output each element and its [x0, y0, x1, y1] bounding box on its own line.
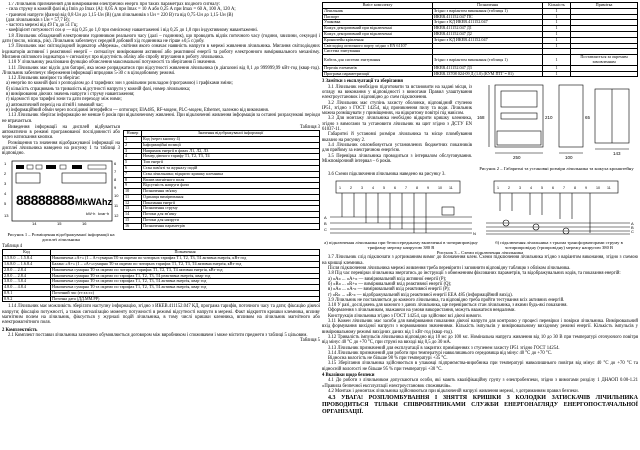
paragraph: 3.11 Кожен лічильник має засоби для вимірювання показання діючої напруги для контролю у процесі перевірки і повірки лічильника. Вимірювальний вхід формування вихідної напруги з нормованими значеннями. Кількість імпульсів у вимірювальному вихідному режимі енергії. Кількість імпульсів у вимірювальному режимі вихідних даних від 1 кВт·год (квар·год). — [322, 319, 638, 335]
table-cell: Згідно з варіантом виконання (таблиця 1) — [433, 55, 543, 66]
table-cell: Лічильник — [323, 8, 433, 14]
paragraph: 3.13 Лічильник призначений для експлуатації в закритих приміщеннях з ступенем захисту IP51 згідно ГОСТ 14254. — [328, 345, 560, 351]
table-header: Вміст комплекту — [323, 3, 433, 9]
terminal-number: 5 — [541, 185, 543, 190]
table-cell: ИКЕВ.411152.047 Д3 — [433, 65, 543, 71]
table-cell: ИКЕВ.411152.047 ПС — [433, 14, 543, 20]
paragraph: 2.1 Комплект поставки лічильника зазначено обумовлюється договором між виробником і споживачем і може містити предмети з таблиці 5 цільовим. — [8, 332, 308, 338]
paragraph: 3.8 Під час перевірки лічильника звертатись до інструкції з обмеженням фіксованих параметрів, та відображувальних кодів, та показання енергій: — [328, 271, 621, 277]
lcd-indicators — [16, 165, 106, 183]
paragraph: 3.9 Лічильник не поставляється до кожного лічильника, та відповідно треба пройти тестування всіх активних енергій. — [328, 297, 565, 303]
terminal-number: 7 — [563, 185, 565, 190]
table-cell: Згідно з варіантом виконання (таблиця 1) — [433, 8, 543, 14]
paragraph: - коефіцієнт потужності cos φ — від 0,25 до 1,0 при ємнісному навантаженні і від 0,25 до 1,0 при індуктивному навантаженні. — [6, 28, 258, 34]
dimension-label: 210 — [545, 115, 553, 121]
section3-continued — [322, 255, 638, 372]
table-cell: Вплив магнітного поля — [142, 177, 320, 183]
paragraph: 3.12 Тривалість імпульсів лічильника відповідно від 10 мс до 100 мс. Номінальна напруга живлення від 10 до 30 В при температурі оточуючого повітря від мінус 40 °С до +70 °С, при струмі на виході від 0,5 до 30 мА. — [322, 334, 638, 346]
right-column — [322, 2, 638, 448]
terminal-number: 8 — [416, 185, 418, 190]
callout-number: 4 — [4, 190, 7, 196]
left-column — [2, 2, 320, 448]
terminal-number: 4 — [530, 185, 532, 190]
paragraph: 1.7 Лічильник призначений для вимірювання електричної енергії при таких параметрах вхідного сигналу: — [8, 2, 221, 7]
table-cell: 6 — [124, 165, 142, 171]
callout-number: 6 — [114, 160, 117, 166]
table-cell: 9 — [124, 183, 142, 189]
callout-number: 11 — [114, 202, 119, 208]
table-cell: 1 — [543, 20, 571, 26]
dimension-label: 250 — [513, 155, 521, 161]
callout-number: 10 — [114, 192, 119, 198]
table-cell: Кабель для системи зчитування — [323, 55, 433, 66]
paragraph: д) автоматичний перехід на літній і зимовий час; — [6, 102, 104, 108]
lcd-display-figure — [2, 157, 120, 227]
terminal-number: 1 — [339, 185, 341, 190]
table-header: Номер — [124, 131, 142, 137]
figure1-caption: Рисунок 1 – Розміщення відображуваної інформації на дисплеї лічильника — [7, 231, 115, 242]
paragraph: Розміщення та значення відображуваної інформації на дисплеї лічильника наведено на рисунку 1 та таблиці 3 відповідно. — [2, 140, 120, 157]
table4-block — [2, 244, 320, 302]
paragraph: - граничні напруги (фазна) від 0,8·Uн до 1,15·Uн (В) (для лічильників з Uн = 220 В) та від 0,75·Uн до 1,15·Uн (В) — [6, 12, 234, 18]
table-cell: Поточний час (гг:хх:сс) — [51, 290, 320, 296]
paragraph: е) інформаційний обмін через послідовні інтерфейси — оптопорт, EIA485, RF-модем, PLC-модем, Ethernet, залежно від виконання. — [6, 107, 269, 113]
dimension-label: 168 — [477, 115, 485, 121]
paragraph: 3.6 Схеми підключення лічильника наведено на рисунку 3. — [328, 171, 446, 177]
warning-text: 4.3 УВАГА! РОЗПЛОМБУВАННЯ І ЗНЯТТЯ КРИШКИ З КОЛОДКИ ЗАТИСКАЧІВ ЛІЧИЛЬНИКА ПРОВОДИТЬСЯ ТІЛЬКИ СПІВРОБІТНИКАМИ СЛУЖБИ ЕНЕРГОНАГЛЯДУ ЕНЕРГОПОСТАЧАЛЬНОЇ ОРГАНІЗАЦІЇ. — [322, 395, 638, 416]
table-cell: 8 — [124, 177, 142, 183]
paragraph: 4.1 До роботи з лічильником допускаються особи, які мають кваліфікаційну групу з електробезпеки, згідно з вимогами розділу 1 ДНАОП 0.00-1.21 «Правила безпечної експлуатації електроустановок споживачів». — [322, 378, 638, 389]
figure1-left-text — [2, 125, 120, 242]
wiring-diagram-direct — [322, 177, 480, 235]
phase-label: B — [324, 220, 327, 226]
table-caption: Таблиця 5 — [299, 338, 320, 344]
paragraph: а) енергію по кожній фазі з розподілом до 4 тарифних зон з довільним розкладом (програмою) і графіками зміни; — [6, 81, 233, 87]
phase-label: C — [324, 226, 327, 232]
table-cell: 10 — [124, 189, 142, 195]
table-cell: 3 — [124, 148, 142, 154]
table-cell: 4.8.0 ... 4.8.4 — [3, 285, 51, 291]
table-header: Примітка — [571, 3, 638, 9]
paragraph: б) кількість спрацювань та тривалість відсутності напруги у кожній фазі, номер лічильника; — [6, 86, 191, 92]
paragraph: в) вимірювання діючих значень напруги і струму навантаження; — [6, 92, 135, 98]
paragraph: - сила струму в кожній фазі від Imin до Imax (А): 0,05 А при Imax = 10 А або 0,25 А при Imax = 60 А, 100 А, 120 А; — [6, 7, 236, 13]
phase-labels — [324, 215, 476, 235]
paragraph: (для лічильників з Uн = 57,7 В); — [6, 17, 70, 23]
terminal-number: 4 — [372, 185, 374, 190]
table-cell: 1 — [124, 136, 142, 142]
table-cell: Позначення зв'язку — [142, 189, 320, 195]
paragraph: 1.14 Лічильник має можливість зберігати наступну інформацію, згідно з ИКЕВ.411152.047 КД, програма тарифів, поточного часу та дати; фіксацію діючої напруги; фіксацію потужності, а також сигналізацію моменту потужності в режимі відсутності напруги в мережі. Факт відкриття кришки клемника, впливу магнітним полем на лічильник, фіксується у журналі подій лічильника, в тому числі кришки клемника, впливом на лічильник магнітного або електромагнітного поля. — [2, 304, 320, 326]
table-cell: 5 — [124, 160, 142, 166]
paragraph: а) «A» ... «A+» — вимірювальний вхід активної енергії (Р); — [328, 276, 447, 282]
table-cell: 1 — [543, 8, 571, 14]
table-header: Позначення — [51, 250, 320, 256]
terminal-number: 9 — [585, 185, 587, 190]
table-cell: Номер діючого тарифу Т1, Т2, Т3, Т4 — [142, 154, 320, 160]
table-cell — [571, 71, 638, 77]
phase-label: N — [473, 230, 476, 235]
table-cell: Накопичена сумарна Т0 та окремо по тарифах Т1, Т2, Т3, Т4 активна енергія, квар·год — [51, 279, 320, 285]
figure1-block — [2, 125, 320, 242]
lcd-unit-label: kvar·h — [98, 210, 110, 216]
table-cell: Накопичена «А+» (1 – А+сумарна Т0 та окремо по чотирьох тарифах Т1, Т2, Т3, Т4 активна енергія, кВт·год — [51, 256, 320, 262]
lcd-digits: 88888888 — [16, 191, 75, 208]
section-title: 4 Вказівки щодо безпеки — [322, 373, 375, 378]
paragraph: Виведення інформації на дисплей відбувається автоматично в режимі програмованої послідовності або через натискання кнопки. — [2, 124, 120, 141]
table-cell: 0.9.2 — [3, 296, 51, 302]
lcd-frame — [12, 161, 112, 221]
table-cell: Потоки для напруги — [142, 218, 320, 224]
table-cell: 2.8.0 ... 2.8.4 — [3, 267, 51, 273]
table-cell: 12 — [124, 200, 142, 206]
table3-body — [124, 136, 320, 229]
paragraph: 3.3 Для монтажу лічильника необхідно відкрити кришку клемника, згідно з вимогами та установити лічильник на щит згідно з ДСТУ EN 61037-11. — [322, 116, 472, 133]
table-cell: 14 — [124, 212, 142, 218]
table-cell: Програма параметризації — [323, 71, 433, 77]
table-cell: 2.8.0 ... 2.8.4 — [3, 273, 51, 279]
terminal-number: 8 — [574, 185, 576, 190]
wiring-diagram-transformers — [480, 177, 638, 235]
callout-number: 16 — [82, 220, 87, 226]
table-cell: Накопичена сумарна Т0 та окремо по чотирьох тарифах Т1, Т2, Т3, Т4 активна енергія, кВт·год — [51, 267, 320, 273]
paragraph: 1.12 Лічильник вимірює та зберігає: — [8, 76, 81, 82]
callout-number: 12 — [114, 212, 119, 218]
table-cell: 1 — [543, 37, 571, 43]
table-cell: 13 — [124, 206, 142, 212]
paragraph: 3.1 Лічильник необхідно підготовити та встановити на задані місця, із огляду на виконання у відповідності з вимогами Правил улаштування електроустановок і відповідно до схем підключення. — [322, 84, 472, 101]
figure3a-caption: а) підключення лічильника при безпосередньому включенні в чотирипровідну трифазну мережу напругою 380 В — [324, 239, 478, 251]
terminal-number: 3 — [519, 185, 521, 190]
intro-text — [2, 2, 320, 124]
callout-number: 1 — [4, 160, 7, 166]
paragraph: 3.7 Лічильник слід підключати з дотриманням вимог до позначення клем. Схеми підключення лічильника згідно з варіантом виконання, згідно з схемою на кришці клемника. — [322, 255, 638, 266]
paragraph: Конструкція лічильника згідно з ГОСТ 14254, що здійснює всі діючі вимоги. — [328, 313, 482, 319]
paragraph: - частота мережі від 49 Гц до 51 Гц; — [6, 23, 78, 29]
callout-number: 8 — [114, 176, 117, 182]
figure2-caption: Рисунок 2 – Габаритні та установні розміри лічильника та кожуха кронштейну — [479, 166, 634, 172]
terminal-number: 11 — [449, 185, 453, 190]
table-cell: Інформаційні позиції — [142, 142, 320, 148]
paragraph: г) відомості про тарифні зони та дати переходу між ними; — [6, 97, 122, 103]
paragraph: 1.13 Лічильник зберігає інформацію не менше 6 років при відключеному живленні. При відключенні живлення інформація за останні розрахункові періоди не втрачається. — [2, 113, 320, 124]
table-cell: 7 — [124, 171, 142, 177]
callout-number: 13 — [4, 212, 9, 218]
paragraph: 3.5 Перевірка лічильника проводиться з інтервалом обслуговування. Міжповірочний інтервал – 6 років. — [322, 153, 472, 164]
table-cell: Згідно з КД ИКЕВ.411152.047 — [433, 20, 543, 26]
table-cell: 1.6.8.0 ... 1.6.8.4 — [3, 261, 51, 267]
table-cell: Накопичена сумарна Т0 та окремо по тарифах Т1, Т2, Т3, Т4 реактивна енергія, квар·год — [51, 273, 320, 279]
table-cell: 0.9.1 — [3, 290, 51, 296]
table-cell: Відсутність напруги фази — [142, 183, 320, 189]
table4-body — [3, 256, 320, 302]
table-cell: 1 — [543, 31, 571, 37]
phase-labels — [631, 221, 634, 234]
table-cell: Поставляється за окремим замовленням — [571, 55, 638, 66]
table-cell: Позначення параметрів — [142, 223, 320, 229]
figure2-block — [472, 79, 638, 171]
figure3b — [480, 177, 638, 250]
paragraph: 1.11 Лічильник має відсік для батареї, яка може розряджатися при відсутності живлення лічильника (в діапазоні від 0,1 до 999999,99 кВт·год (квар·год). Лічильник забезпечує збереження інформації впродовж 5-30 с в цілодобовому режимі. — [2, 65, 320, 76]
dimension-label: 143 — [613, 151, 621, 157]
phase-label: A — [324, 214, 327, 220]
section3-text — [322, 79, 472, 171]
paragraph: Відносна вологість не більше 98 % при температурі +35 °С. — [328, 356, 448, 362]
table-cell: Згідно з КД ИКЕВ.411152.047 — [433, 37, 543, 43]
paragraph: 3.2 Лічильник має ступінь захисту оболонки, відповідний ступеню IP51, згідно з ГОСТ 14254, від проникнення пилу та води. Лічильник можна розміщувати у приміщеннях, на відкритому повітрі під навісом. — [322, 100, 472, 117]
table-cell: Баланс «А+» (1 – «А+»сумарна Т0 та окремо по чотирьох тарифах Т1, Т2, Т3, Т4 активна енергія, кВт·год — [51, 261, 320, 267]
lcd-unit-label: kW·h — [86, 210, 96, 216]
table-cell: Перелік елементів — [323, 65, 433, 71]
terminal-number: 7 — [405, 185, 407, 190]
callout-number: 7 — [114, 168, 117, 174]
table3-title: Таблиця 3 — [299, 124, 320, 130]
lcd-units: MkWAhz — [75, 196, 112, 207]
table-cell: ИКЕВ.411152.047 Д1 — [433, 26, 543, 32]
table-cell: 11 — [124, 194, 142, 200]
table-cell: Потоки для зв'язку — [142, 212, 320, 218]
table-cell: 1 — [543, 14, 571, 20]
table-cell: 2 — [124, 142, 142, 148]
phase-label: C — [631, 228, 634, 234]
table-header: Код — [3, 250, 51, 256]
table-row — [323, 55, 638, 66]
phase-label: A — [631, 220, 634, 226]
terminal-number: 11 — [607, 185, 611, 190]
table-cell: Кронштейн кріплення — [323, 37, 433, 43]
terminal-number: 10 — [596, 185, 600, 190]
table-cell: Напрямок енергії в фазах Л1, Л2, Л3 — [142, 148, 320, 154]
table-row — [3, 296, 320, 302]
table-row — [124, 223, 320, 229]
figure3-caption: Рисунок 3 – Схеми підключення лічильника — [436, 250, 524, 256]
terminal-number: 1 — [497, 185, 499, 190]
table-cell: 1.5.8.0 ... 1.5.8.4 — [3, 256, 51, 262]
paragraph: 3.15 Зберігання лічильника здійснюється в упаковці підприємства-виробника при температурі навколишнього повітря від мінус 40 °С до +70 °С та відносній вологості не більше 95 % при температурі +30 °С. — [322, 361, 638, 372]
terminal-number: 2 — [508, 185, 510, 190]
table-cell: Код (через кнопку 4) — [142, 136, 320, 142]
table-cell: 1 — [543, 26, 571, 32]
paragraph: 4.2 Монтаж і демонтаж лічильника здійснюються при відключеній напрузі живлення мережі, з дотриманням правил безпеки. — [328, 388, 579, 394]
terminal-number: 6 — [552, 185, 554, 190]
table-cell: Тип енергії — [142, 160, 320, 166]
terminal-number: 5 — [383, 185, 385, 190]
paragraph: 1.8 Лічильник обладнаний електронним годинником реального часу (далі – годинник), що проводить відлік поточного часу (години, хвилини, секунди) і дати (число, місяць, рік). Лічильник забезпечує середній добовий хід годинника не гірше ±0,5 с/добу. — [2, 33, 320, 45]
dimension-drawing — [475, 79, 635, 161]
table-cell: ИКЕВ.13708 024-09 Д (1.0) (КУМ ПТГ = 01) — [433, 71, 543, 77]
table4-title: Таблиця 4 — [2, 244, 23, 250]
table4 — [2, 249, 320, 302]
callout-number: 5 — [4, 200, 7, 206]
table-cell: Світлодіод оптичного порту згідно з EN 61107 — [323, 43, 433, 49]
table-cell: 3.8.0 ... 3.8.4 — [3, 279, 51, 285]
table-cell: Показання енергії — [142, 200, 320, 206]
phase-label: B — [631, 224, 634, 230]
terminal-number: 6 — [394, 185, 396, 190]
paragraph: б) «R» ... «R+» — вимірювальний вхід реактивної енергії (Q); — [328, 281, 452, 287]
table-cell: Позначення струму — [142, 206, 320, 212]
paragraph: 3.10 У разі, досліджень для кожного з даних лічильника, ще перевіряється стан лічильника, з якими будь-які показання. — [328, 303, 568, 309]
table-cell: Кожух декоративний при відключенні — [323, 26, 433, 32]
table-cell: Упаковка — [323, 20, 433, 26]
table-cell: ИКЕВ.411152.047 Д2 — [433, 31, 543, 37]
table-header: Позначення — [433, 3, 543, 9]
callout-number: 2 — [4, 170, 7, 176]
table-header: Кількість — [543, 3, 571, 9]
figure3-block — [322, 177, 638, 250]
callout-number: 9 — [114, 184, 117, 190]
paragraph: 3.4 Лічильник опломбовується установлених бюджетних показників для прийому за електричною енергією. — [322, 142, 472, 154]
terminal-number: 3 — [361, 185, 363, 190]
callout-number: 14 — [32, 220, 37, 226]
terminal-numbers — [497, 186, 611, 190]
table-cell: 1 — [543, 55, 571, 66]
figure3b-caption: б) підключення лічильника з трьома трансформаторами струму в чотирипровідну (трипровідну) мережу напругою 380 В — [495, 239, 623, 251]
terminal-number: 9 — [427, 185, 429, 190]
paragraph: 1.10 У лічильнику реалізовано функцію обчислення максимальної потужності та зберігання її значення. — [8, 60, 216, 66]
table-cell: 1 — [543, 65, 571, 71]
table3 — [123, 130, 320, 230]
table-cell: 16 — [124, 223, 142, 229]
table-cell: 1 — [543, 71, 571, 77]
table-row — [323, 71, 638, 77]
dimension-label: 100 — [565, 155, 573, 161]
terminal-number: 10 — [438, 185, 442, 190]
callout-number: 3 — [4, 180, 7, 186]
meter-side-outline — [559, 85, 583, 147]
figure3a — [322, 177, 480, 250]
table-header: Значення відображуваної інформації — [142, 131, 320, 137]
table5-body — [323, 8, 638, 77]
callout-number: 15 — [57, 220, 62, 226]
table-cell: Накопичена сумарна Т0 та окремо по тарифах Т1, Т2, Т3, Т4 активна енергія, квар·год — [51, 285, 320, 291]
paragraph: Оформлення з лічильником, зважаючи на умови використання, можуть вважатися невдалими. — [328, 308, 516, 314]
paragraph: Габаритні й установчі розміри лічильника та місце пломбування вказано на рисунку 2. — [322, 132, 472, 143]
dimension-label: 65 — [585, 115, 591, 121]
table-cell: Поточна дата (ДД.ММ.РР) — [51, 296, 320, 302]
section-title: 2 Комплектність — [2, 327, 38, 333]
table-cell: Одиниця вимірювання — [142, 194, 320, 200]
table-cell: 1 — [543, 43, 571, 49]
paragraph: 1.9 Лічильник має світлодіодний індикатор «Мережа», світіння якого означає наявність напруги в мережі живлення лічильника. Мигання світлодіодних індикаторів активної і реактивної енергії – сигналізує вимірювання активної або реактивної енергії та роботу електронного вимірювального механізму. Мигання світлового індикатора ≈ сигналізує про відсутність обліку або спробу втручання в роботу лічильника. — [2, 44, 320, 60]
meter-front-outline — [495, 85, 543, 147]
section3-block — [322, 79, 638, 171]
table5 — [322, 2, 638, 77]
table-cell: Стан лічильника; відкрито кришку клемника — [142, 171, 320, 177]
table-cell: Система зчитування — [323, 49, 433, 55]
table-cell: Стан пам'яті та журналу подій — [142, 165, 320, 171]
table-cell: Паспорт — [323, 14, 433, 20]
table3-block — [120, 125, 320, 242]
paragraph: г) «R» ... «R-» — відображувальний вхід реактивної енергії ЕЕА 485 (інформаційний вихід). — [328, 292, 513, 298]
table-cell: 15 — [124, 218, 142, 224]
paragraph: 3.14 Лічильник призначений для роботи при температурі навколишнього середовища від мінус 40 °С до +70 °С. — [328, 350, 553, 356]
paragraph: в) «A» ... «A-» — вимірювальний вхід реактивної енергії (Р); — [328, 287, 450, 293]
table-cell: 4 — [124, 154, 142, 160]
table-cell: Кожух декоративний при відключенні — [323, 31, 433, 37]
paragraph: Після підключення лічильника мережі живлення треба перевірити і заповнити відповідну таблицю з обліком лічильника. — [328, 266, 571, 272]
terminal-numbers — [339, 186, 453, 190]
section-title: 3 Замітки з експлуатації та зберігання — [322, 79, 403, 85]
terminal-number: 2 — [350, 185, 352, 190]
